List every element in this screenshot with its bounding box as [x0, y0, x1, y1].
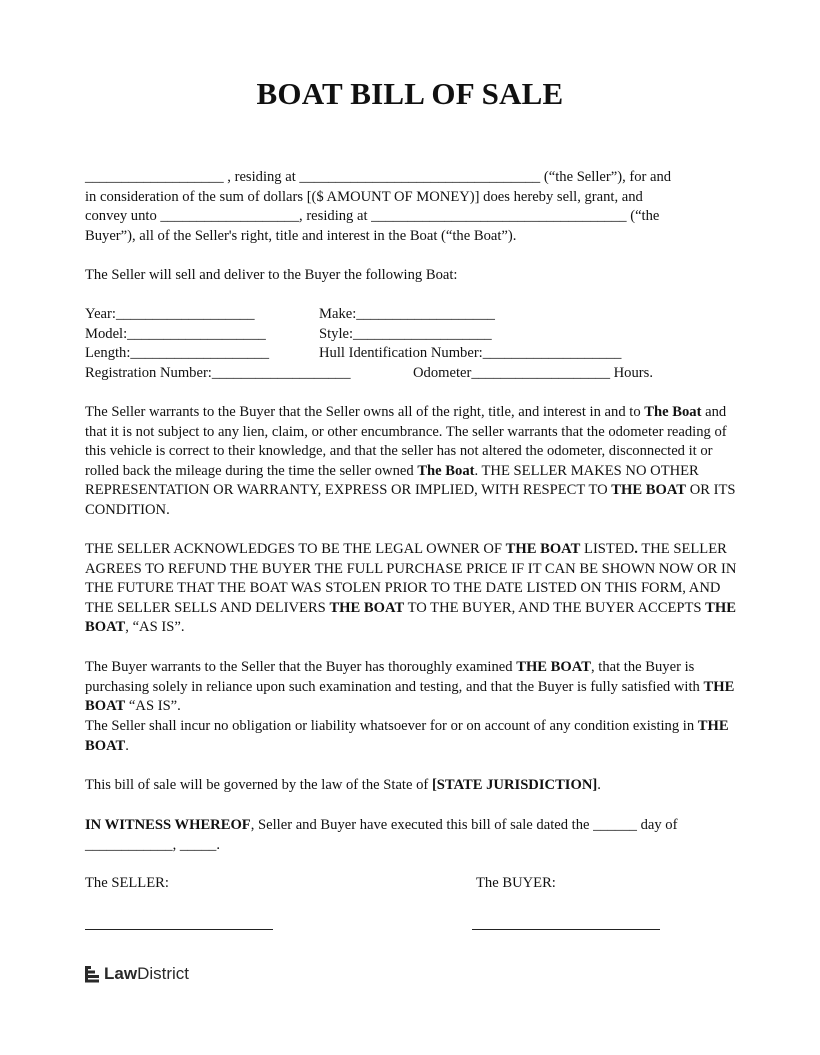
field-style: Style:___________________: [319, 326, 492, 342]
field-make: Make:___________________: [319, 306, 495, 322]
buyer-signature-line: [472, 929, 660, 930]
intro-line-1: ___________________ , residing at _________________________________ (“the Seller”), for and: [85, 169, 672, 185]
logo-text-law: Law: [104, 964, 138, 983]
warranty-paragraph: The Seller warrants to the Buyer that the Seller owns all of the right, title, and interest in and to The Boat and that it is not subject to any lien, claim, or other encumbrance. The seller warrants that the odometer reading of this vehicle is correct to their knowledge, and that the seller has not altered the odometer, disconnected it or rolled back the mileage during the time the seller owned The Boat. THE SELLER MAKES NO OTHER REPRESENTATION OR WARRANTY, EXPRESS OR IMPLIED, WITH RESPECT TO THE BOAT OR ITS CONDITION.: [85, 404, 736, 518]
field-hull-id: Hull Identification Number:___________________: [319, 345, 622, 361]
field-year: Year:___________________: [85, 306, 255, 322]
document-title: BOAT BILL OF SALE: [256, 76, 564, 111]
witness-paragraph: IN WITNESS WHEREOF, Seller and Buyer have executed this bill of sale dated the ______ day of ____________, _____.: [85, 817, 678, 853]
seller-signature-line: [85, 929, 273, 930]
deliver-text: The Seller will sell and deliver to the Buyer the following Boat:: [85, 267, 458, 283]
field-odometer: Odometer___________________ Hours.: [413, 365, 653, 381]
liability-paragraph: The Seller shall incur no obligation or liability whatsoever for or on account of any condition existing in THE BOAT.: [85, 718, 729, 754]
buyer-signature-label: The BUYER:: [476, 875, 556, 891]
lawdistrict-logo-icon: [84, 965, 100, 983]
lawdistrict-logo: [84, 964, 189, 984]
buyer-warrants-paragraph: The Buyer warrants to the Seller that the Buyer has thoroughly examined THE BOAT, that the Buyer is purchasing solely in reliance upon such examination and testing, and that the Buyer is fully satisfied with THE BOAT “AS IS”.: [85, 659, 735, 715]
field-registration: Registration Number:___________________: [85, 365, 351, 381]
governed-paragraph: This bill of sale will be governed by the law of the State of [STATE JURISDICTION].: [85, 777, 601, 793]
intro-line-3: convey unto ___________________, residing at ___________________________________ (“the: [85, 208, 660, 224]
field-model: Model:___________________: [85, 326, 266, 342]
intro-line-4: Buyer”), all of the Seller's right, title and interest in the Boat (“the Boat”).: [85, 228, 517, 244]
acknowledge-paragraph: THE SELLER ACKNOWLEDGES TO BE THE LEGAL OWNER OF THE BOAT LISTED. THE SELLER AGREES TO REFUND THE BUYER THE FULL PURCHASE PRICE IF IT CAN BE SHOWN NOW OR IN THE FUTURE THAT THE BOAT WAS STOLEN PRIOR TO THE DATE LISTED ON THIS FORM, AND THE SELLER SELLS AND DELIVERS THE BOAT TO THE BUYER, AND THE BUYER ACCEPTS THE BOAT, “AS IS”.: [85, 541, 737, 636]
logo-text-district: District: [137, 964, 190, 983]
intro-line-2: in consideration of the sum of dollars [($ AMOUNT OF MONEY)] does hereby sell, grant, and: [85, 189, 643, 205]
seller-signature-label: The SELLER:: [85, 875, 169, 891]
field-length: Length:___________________: [85, 345, 270, 361]
